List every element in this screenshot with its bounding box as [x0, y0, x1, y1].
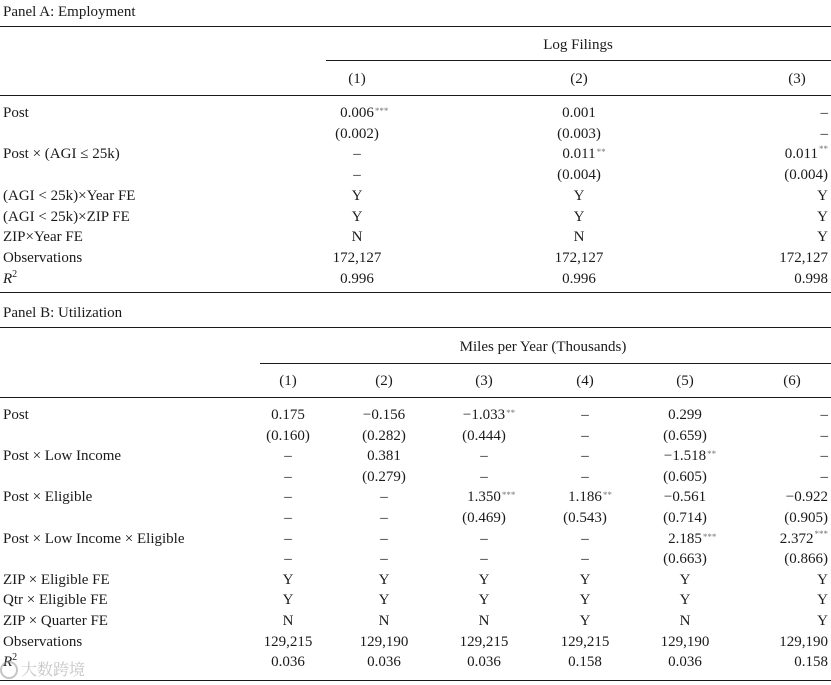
panel-b-table-cell: Y	[282, 571, 294, 588]
panel-b-table-cell: 129,215	[459, 633, 509, 650]
panel-b-table-cell: –	[380, 510, 388, 526]
panel-a-table-cell: (0.004)	[784, 167, 828, 184]
panel-b-table-cell: Y	[378, 571, 390, 588]
panel-a-table-cell: 172,127	[554, 249, 604, 266]
panel-a-table-cell: 0.001	[562, 105, 596, 121]
panel-a-table-cell: (0.004)	[557, 167, 601, 184]
panel-b-table-cell: –	[581, 448, 589, 465]
panel-b-table-cell: −0.922	[785, 489, 828, 506]
panel-b-table-cell: (0.282)	[362, 427, 406, 444]
panel-a-column-header: (1)	[348, 71, 366, 87]
panel-b-table-cell: N	[378, 613, 390, 629]
panel-b-table-cell: 0.036	[271, 654, 305, 671]
panel-b-column-header: (4)	[576, 373, 594, 389]
panel-a-table-cell: Y	[351, 187, 363, 204]
panel-b-table-cell: −0.561	[663, 489, 707, 506]
panel-a-table-cell: 0.996	[562, 270, 596, 287]
panel-a-table-cell: Y	[817, 229, 828, 246]
panel-b-table-cell: –	[581, 468, 589, 485]
panel-b-table-cell: −0.156	[362, 407, 406, 423]
panel-a-top-rule	[0, 26, 831, 27]
panel-b-table-cell: –	[820, 407, 828, 423]
panel-b-table-cell: (0.444)	[462, 427, 506, 444]
panel-a-group-rule	[326, 60, 831, 61]
panel-b-table-cell: (0.543)	[563, 510, 607, 526]
panel-a-table-cell: –	[820, 125, 828, 142]
panel-b-table-cell: (0.469)	[462, 510, 506, 526]
watermark-logo-icon	[0, 661, 18, 679]
panel-a-row-label: ZIP×Year FE	[3, 229, 83, 246]
panel-a-table-cell: –	[353, 146, 361, 163]
panel-b-table-cell: Y	[378, 592, 390, 609]
panel-b-table-cell: –	[581, 427, 589, 444]
panel-b-table-cell: (0.714)	[663, 510, 707, 526]
panel-b-table-cell: Y	[817, 613, 828, 629]
panel-a-table-cell: N	[351, 229, 363, 246]
panel-b-table-cell: Y	[579, 613, 591, 629]
panel-b-table-cell: 129,190	[660, 633, 710, 650]
panel-b-table-cell: 0.158	[794, 654, 828, 671]
panel-b-table-cell: 0.036	[367, 654, 401, 671]
panel-b-table-cell: (0.905)	[784, 510, 828, 526]
panel-a-row-label: Post	[3, 105, 29, 121]
panel-b-row-label: $R^2$	[3, 652, 18, 671]
panel-a-bottom-rule	[0, 292, 831, 293]
panel-b-table-cell: –	[581, 551, 589, 568]
panel-b-column-header: (6)	[783, 373, 801, 389]
panel-b-table-cell: 0.036	[668, 654, 702, 671]
panel-a-table-cell: Y	[817, 187, 828, 204]
panel-b-table-cell: –	[284, 510, 292, 526]
panel-b-title: Panel B: Utilization	[3, 305, 123, 321]
panel-b-table-cell: (0.659)	[663, 427, 707, 444]
panel-b-table-cell: –	[284, 489, 292, 506]
panel-b-table-cell: (0.663)	[663, 551, 707, 568]
panel-b-table-cell: (0.605)	[663, 468, 707, 485]
panel-b-row-label: Post × Low Income	[3, 448, 122, 465]
panel-a-group-header: Log Filings	[543, 37, 613, 53]
panel-b-table-cell: Y	[679, 571, 691, 588]
panel-a-table-cell: 172,127	[332, 249, 382, 266]
panel-b-column-header: (2)	[375, 373, 393, 389]
panel-a-table-cell: 172,127	[779, 249, 828, 266]
panel-b-table-cell: 0.299	[668, 407, 702, 423]
panel-a-table-cell: 0.011**	[784, 144, 828, 163]
panel-b-row-label: Qtr × Eligible FE	[3, 592, 108, 609]
panel-b-row-label: Post × Low Income × Eligible	[3, 530, 185, 547]
panel-a-table-cell: Y	[817, 208, 828, 225]
panel-b-table-cell: 129,190	[359, 633, 409, 650]
panel-b-row-label: Post × Eligible	[3, 489, 93, 506]
panel-b-table-cell: Y	[579, 571, 591, 588]
panel-a-column-header: (2)	[570, 71, 588, 87]
panel-a-row-label: (AGI < 25k)×Year FE	[3, 187, 136, 204]
panel-b-table-cell: 1.350 ***	[467, 489, 516, 506]
panel-b-table-cell: 0.158	[568, 654, 602, 671]
panel-b-table-cell: –	[380, 489, 388, 506]
panel-b-group-rule	[260, 363, 831, 364]
panel-b-table-cell: 0.381	[367, 448, 401, 465]
panel-b-table-cell: Y	[282, 592, 294, 609]
panel-b-column-header: (3)	[475, 373, 493, 389]
panel-b-table-cell: (0.279)	[362, 468, 406, 485]
panel-b-table-cell: N	[478, 613, 490, 629]
panel-b-table-cell: −1.033 **	[462, 407, 516, 423]
panel-b-table-cell: –	[284, 468, 292, 485]
panel-b-table-cell: –	[284, 448, 292, 465]
panel-a-table-cell: –	[820, 105, 828, 121]
panel-b-table-cell: –	[820, 468, 828, 485]
panel-b-table-cell: Y	[478, 571, 490, 588]
panel-b-table-cell: N	[282, 613, 294, 629]
panel-b-table-cell: –	[480, 551, 488, 568]
panel-b-top-rule	[0, 327, 831, 328]
panel-b-row-label: ZIP × Eligible FE	[3, 571, 110, 588]
panel-a-column-header: (3)	[788, 71, 806, 87]
panel-a-table-cell: 0.006 ***	[340, 105, 389, 121]
panel-a-row-label: Observations	[3, 249, 83, 266]
panel-b-column-header: (1)	[279, 373, 297, 389]
panel-b-table-cell: –	[480, 468, 488, 485]
panel-a-header-rule	[0, 95, 831, 96]
panel-b-table-cell: N	[679, 613, 691, 629]
panel-b-table-cell: Y	[679, 592, 691, 609]
panel-b-table-cell: –	[820, 427, 828, 444]
panel-b-row-label: Post	[3, 407, 29, 423]
panel-b-table-cell: –	[380, 530, 388, 547]
panel-a-table-cell: 0.996	[340, 270, 374, 287]
panel-b-table-cell: (0.866)	[784, 551, 828, 568]
watermark-text: 大数跨境	[21, 660, 86, 679]
panel-b-table-cell: 129,190	[779, 633, 828, 650]
watermark	[0, 658, 85, 682]
panel-a-table-cell: Y	[351, 208, 363, 225]
panel-a-row-label: $R^2$	[3, 268, 18, 287]
panel-b-table-cell: –	[380, 551, 388, 568]
panel-b-row-label: Observations	[3, 633, 83, 650]
panel-b-table-cell: 129,215	[263, 633, 313, 650]
panel-b-column-header: (5)	[676, 373, 694, 389]
panel-b-table-cell: 1.186 **	[568, 489, 612, 506]
panel-b-table-cell: –	[284, 551, 292, 568]
panel-a-table-cell: –	[353, 167, 361, 184]
panel-b-row-label: ZIP × Quarter FE	[3, 613, 108, 629]
panel-b-table-cell: –	[820, 448, 828, 465]
panel-b-table-cell: –	[284, 530, 292, 547]
panel-b-table-cell: Y	[817, 592, 828, 609]
panel-a-table-cell: N	[573, 229, 585, 246]
panel-a-table-cell: Y	[573, 187, 585, 204]
panel-b-group-header: Miles per Year (Thousands)	[459, 339, 627, 355]
panel-b-table-cell: 2.372***	[779, 528, 828, 547]
panel-a-table-cell: 0.998	[794, 270, 828, 287]
panel-b-table-cell: –	[480, 530, 488, 547]
panel-b-table-cell: Y	[478, 592, 490, 609]
panel-b-table-cell: 129,215	[560, 633, 610, 650]
panel-b-table-cell: –	[480, 448, 488, 465]
panel-a-row-label: (AGI < 25k)×ZIP FE	[3, 208, 130, 225]
panel-b-table-cell: (0.160)	[266, 427, 310, 444]
panel-b-table-cell: 0.175	[271, 407, 305, 423]
panel-b-bottom-rule	[0, 680, 831, 681]
panel-b-table-cell: Y	[817, 571, 828, 588]
panel-a-table-cell: 0.011 **	[562, 146, 606, 163]
panel-b-header-rule	[0, 397, 831, 398]
panel-b-table-cell: 0.036	[467, 654, 501, 671]
panel-a-row-label: Post × (AGI ≤ 25k)	[3, 146, 120, 163]
panel-a-table-cell: (0.002)	[335, 125, 379, 142]
panel-a-table-cell: (0.003)	[557, 125, 601, 142]
panel-b-table-cell: –	[581, 530, 589, 547]
panel-a-title: Panel A: Employment	[3, 4, 136, 20]
panel-a-table-cell: Y	[573, 208, 585, 225]
panel-b-table-cell: −1.518 **	[663, 448, 717, 465]
panel-b-table-cell: 2.185 ***	[668, 530, 717, 547]
panel-b-table-cell: –	[581, 407, 589, 423]
panel-b-table-cell: Y	[579, 592, 591, 609]
